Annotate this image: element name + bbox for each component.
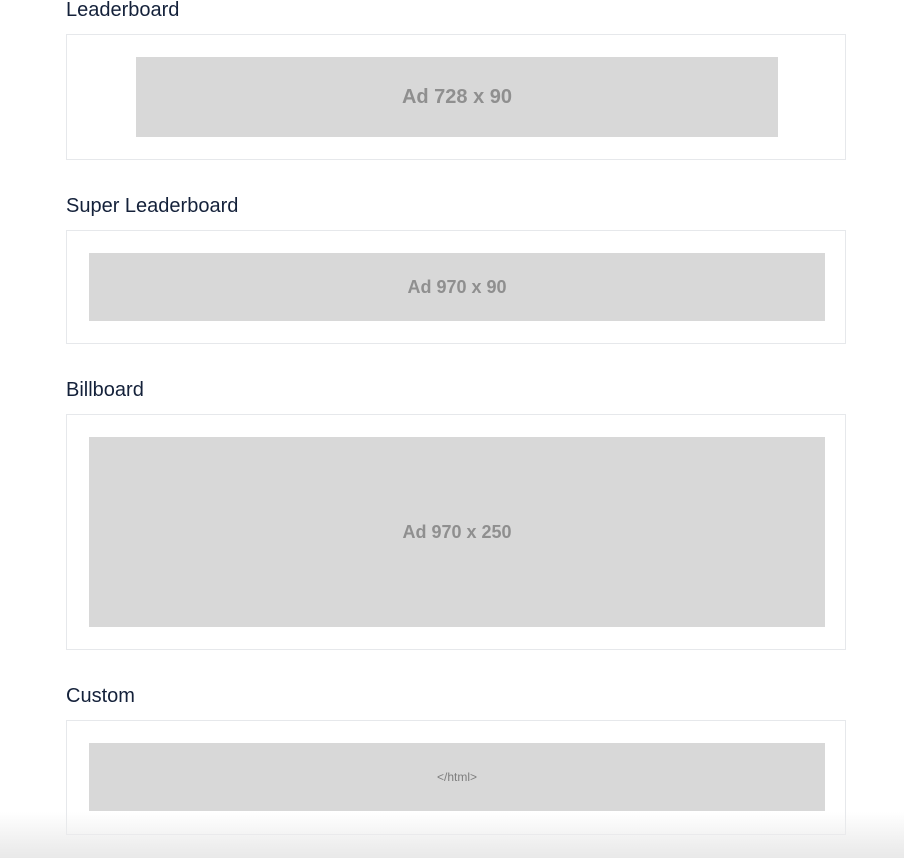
ad-label-super-leaderboard: Ad 970 x 90: [407, 276, 507, 297]
ad-label-billboard: Ad 970 x 250: [402, 521, 512, 542]
section-title-leaderboard: Leaderboard: [66, 0, 180, 21]
section-title-super-leaderboard: Super Leaderboard: [66, 195, 239, 217]
ad-placeholder-custom[interactable]: [89, 743, 825, 811]
ad-placeholder-leaderboard[interactable]: [136, 57, 778, 137]
section-title-billboard: Billboard: [66, 379, 144, 401]
ad-label-custom: </html>: [436, 770, 478, 784]
panel-custom: [66, 720, 846, 835]
ad-placeholder-billboard[interactable]: [89, 437, 825, 627]
panel-super-leaderboard: [66, 230, 846, 344]
panel-billboard: [66, 414, 846, 650]
section-title-custom: Custom: [66, 685, 135, 707]
ad-placeholder-super-leaderboard[interactable]: [89, 253, 825, 321]
panel-leaderboard: [66, 34, 846, 160]
ad-label-leaderboard: Ad 728 x 90: [401, 85, 513, 108]
